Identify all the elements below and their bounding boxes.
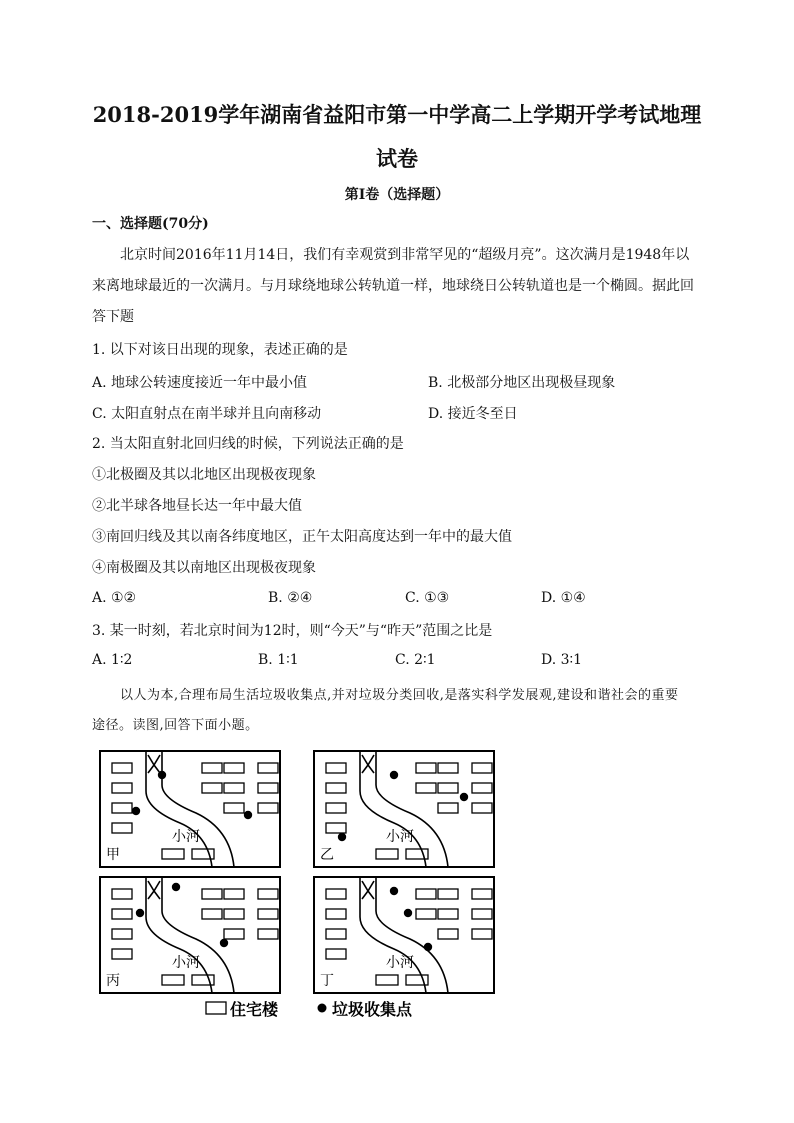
q3-option-a: A. 1∶2 (92, 652, 133, 668)
map-legend (206, 1000, 413, 1019)
part-header: 一、选择题(70分) (92, 216, 209, 232)
passage1-line2: 来离地球最近的一次满月。与月球绕地球公转轨道一样，地球绕日公转轨道也是一个椭圆。据此回 (92, 278, 694, 294)
q2-item-4: ④南极圈及其以南地区出现极夜现象 (92, 560, 316, 576)
q3-option-b: B. 1∶1 (258, 652, 299, 668)
q2-item-2: ②北半球各地昼长达一年中最大值 (92, 498, 302, 514)
house-icon (162, 849, 184, 859)
garbage-point-icon (390, 771, 398, 779)
house-icon (224, 889, 244, 899)
garbage-point-icon (132, 807, 140, 815)
house-icon (258, 783, 278, 793)
legend-dot-icon (318, 1004, 327, 1013)
house-icon (258, 889, 278, 899)
panel-label: 甲 (106, 847, 120, 863)
house-icon (112, 803, 132, 813)
page-title-line2: 试卷 (376, 146, 418, 171)
q2-item-1: ①北极圈及其以北地区出现极夜现象 (92, 467, 316, 483)
house-icon (112, 949, 132, 959)
house-icon (416, 763, 436, 773)
house-icon (202, 889, 222, 899)
house-icon (202, 909, 222, 919)
garbage-point-icon (244, 811, 252, 819)
house-icon (472, 929, 492, 939)
house-icon (472, 889, 492, 899)
q3-option-d: D. 3∶1 (541, 652, 583, 668)
house-icon (258, 929, 278, 939)
house-icon (202, 763, 222, 773)
house-icon (416, 909, 436, 919)
house-icon (326, 949, 346, 959)
q2-stem: 2. 当太阳直射北回归线的时候，下列说法正确的是 (92, 436, 404, 452)
q2-option-c: C. ①③ (405, 590, 450, 606)
panel-label: 丙 (106, 973, 120, 989)
garbage-point-icon (404, 909, 412, 917)
page-title-line1: 2018-2019学年湖南省益阳市第一中学高二上学期开学考试地理 (92, 102, 702, 127)
house-icon (472, 763, 492, 773)
map-panel-3 (100, 877, 280, 993)
house-icon (438, 783, 458, 793)
garbage-point-icon (390, 887, 398, 895)
q3-stem: 3. 某一时刻，若北京时间为12时，则“今天”与“昨天”范围之比是 (92, 623, 493, 639)
q2-item-3: ③南回归线及其以南各纬度地区，正午太阳高度达到一年中的最大值 (92, 529, 512, 545)
q1-option-c: C. 太阳直射点在南半球并且向南移动 (92, 406, 322, 422)
river-label: 小河 (386, 829, 414, 845)
garbage-point-icon (460, 793, 468, 801)
house-icon (326, 803, 346, 813)
house-icon (326, 889, 346, 899)
legend-house-label: 住宅楼 (230, 1000, 279, 1019)
house-icon (326, 783, 346, 793)
house-icon (438, 763, 458, 773)
house-icon (326, 909, 346, 919)
house-icon (472, 803, 492, 813)
house-icon (112, 823, 132, 833)
q1-stem: 1. 以下对该日出现的现象，表述正确的是 (92, 342, 348, 358)
panel-label: 乙 (320, 847, 334, 863)
house-icon (376, 975, 398, 985)
q1-option-d: D. 接近冬至日 (428, 406, 518, 422)
house-icon (416, 889, 436, 899)
house-icon (112, 909, 132, 919)
river-label: 小河 (172, 829, 200, 845)
house-icon (258, 909, 278, 919)
map-panel-1 (100, 751, 280, 867)
river-label: 小河 (172, 955, 200, 971)
legend-dot-label: 垃圾收集点 (332, 1000, 413, 1019)
river-label: 小河 (386, 955, 414, 971)
house-icon (438, 889, 458, 899)
house-icon (438, 803, 458, 813)
passage1-line1: 北京时间2016年11月14日，我们有幸观赏到非常罕见的“超级月亮”。这次满月是1948年以 (120, 247, 690, 263)
house-icon (258, 763, 278, 773)
map-panel-4 (314, 877, 494, 993)
section-header: 第I卷（选择题） (344, 187, 450, 203)
q2-option-d: D. ①④ (541, 590, 586, 606)
house-icon (472, 909, 492, 919)
q2-option-b: B. ②④ (268, 590, 313, 606)
house-icon (112, 763, 132, 773)
panel-label: 丁 (320, 973, 334, 989)
q3-option-c: C. 2∶1 (395, 652, 436, 668)
garbage-point-icon (220, 939, 228, 947)
garbage-point-icon (338, 833, 346, 841)
garbage-collection-map-figure (98, 746, 518, 1026)
q2-option-a: A. ①② (92, 590, 137, 606)
house-icon (112, 889, 132, 899)
house-icon (224, 783, 244, 793)
q1-option-b: B. 北极部分地区出现极昼现象 (428, 375, 616, 391)
garbage-point-icon (158, 771, 166, 779)
house-icon (202, 783, 222, 793)
house-icon (224, 803, 244, 813)
passage2-line2: 途径。读图,回答下面小题。 (92, 718, 259, 733)
house-icon (224, 929, 244, 939)
house-icon (112, 783, 132, 793)
passage2-line1: 以人为本,合理布局生活垃圾收集点,并对垃圾分类回收,是落实科学发展观,建设和谐社会的重要 (120, 688, 679, 703)
house-icon (326, 763, 346, 773)
house-icon (258, 803, 278, 813)
house-icon (326, 929, 346, 939)
map-panel-2 (314, 751, 494, 867)
passage1-line3: 答下题 (92, 309, 134, 325)
garbage-point-icon (136, 909, 144, 917)
house-icon (416, 783, 436, 793)
house-icon (326, 823, 346, 833)
house-icon (438, 909, 458, 919)
house-icon (224, 763, 244, 773)
house-icon (112, 929, 132, 939)
house-icon (224, 909, 244, 919)
q1-option-a: A. 地球公转速度接近一年中最小值 (92, 375, 308, 391)
legend-house-icon (206, 1002, 226, 1014)
house-icon (162, 975, 184, 985)
garbage-point-icon (424, 943, 432, 951)
house-icon (376, 849, 398, 859)
house-icon (472, 783, 492, 793)
house-icon (438, 929, 458, 939)
garbage-point-icon (172, 883, 180, 891)
